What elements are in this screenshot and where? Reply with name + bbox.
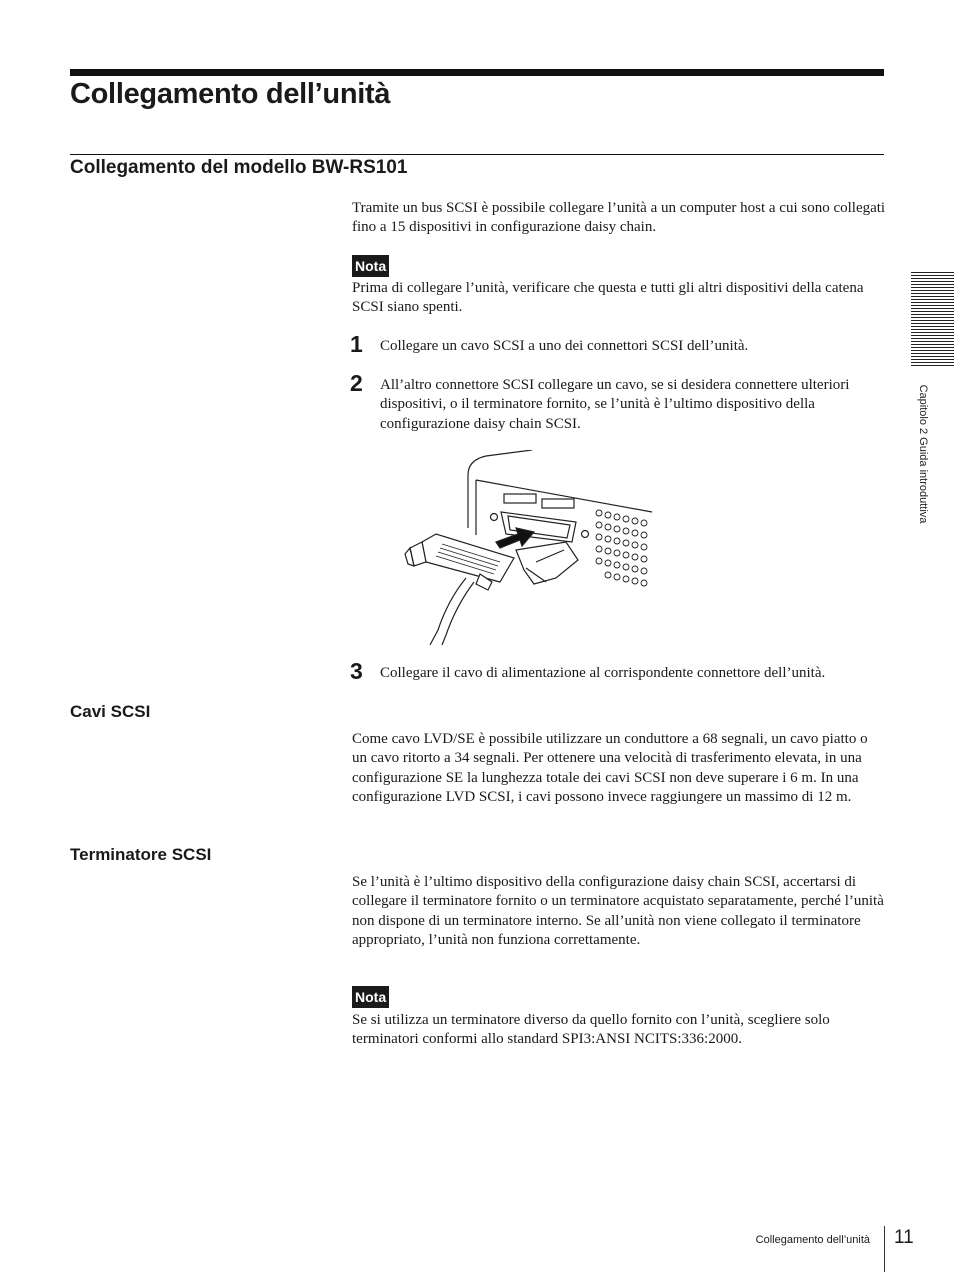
terminatore-paragraph: Se l’unità è l’ultimo dispositivo della configurazione daisy chain SCSI, accertarsi di collegare il terminatore fornito o un terminatore acquistato separatamente, perché l’unità non dispone di un terminatore interno. Se all’unità non viene collegato il terminatore appropriato, l’unità non funziona correttamente.: [352, 874, 884, 949]
page-number: 11: [894, 1227, 914, 1248]
step-text-2: All’altro connettore SCSI collegare un cavo, se si desidera connettere ulteriori dispositivi, o il terminatore fornito, se l’unità è l’ultimo dispositivo della configurazione daisy chain SCSI.: [380, 377, 850, 432]
port-2: [542, 499, 574, 508]
note-badge-2: Nota: [352, 986, 389, 1008]
note-badge-1: Nota: [352, 255, 389, 277]
step-number-1: 1: [350, 331, 363, 357]
note-text-2: Se si utilizza un terminatore diverso da quello fornito con l’unità, scegliere solo terminatori conformi allo standard SPI3:ANSI NCITS:336:2000.: [352, 1012, 830, 1048]
footer-rule: [884, 1226, 885, 1272]
port-1: [504, 494, 536, 503]
chapter-side-label: Capitolo 2 Guida introduttiva: [917, 384, 929, 524]
subsection-title-cavi: Cavi SCSI: [70, 702, 151, 721]
step-text-1: Collegare un cavo SCSI a uno dei connettori SCSI dell’unità.: [380, 338, 749, 354]
chapter-tab: [911, 272, 954, 368]
page-title: Collegamento dell’unità: [70, 78, 391, 110]
scsi-connection-illustration: [396, 450, 656, 645]
cable: [430, 578, 466, 645]
footer-running-title: Collegamento dell’unità: [755, 1234, 870, 1246]
cavi-paragraph: Come cavo LVD/SE è possibile utilizzare un conduttore a 68 segnali, un cavo piatto o un cavo ritorto a 34 segnali. Per ottenere una velocità di trasferimento elevata, in una configurazione SE la lunghezza totale dei cavi SCSI non deve superare i 6 m. In una configurazione LVD SCSI, i cavi possono invece raggiungere un massimo di 12 m.: [352, 731, 868, 806]
unit-panel-top: [476, 480, 652, 512]
step-number-2: 2: [350, 370, 363, 396]
intro-paragraph: Tramite un bus SCSI è possibile collegare l’unità a un computer host a cui sono collegati fino a 15 dispositivi in configurazione daisy chain.: [352, 200, 886, 236]
step-text-3: Collegare il cavo di alimentazione al corrispondente connettore dell’unità.: [380, 665, 826, 681]
vent-grid: [596, 510, 647, 586]
section-rule: [70, 154, 884, 155]
title-rule: [70, 69, 884, 76]
subsection-title-terminatore: Terminatore SCSI: [70, 845, 212, 864]
terminator: [516, 542, 578, 584]
step-number-3: 3: [350, 658, 363, 684]
note-text-1: Prima di collegare l’unità, verificare che questa e tutti gli altri dispositivi della catena SCSI siano spenti.: [352, 280, 864, 316]
section-title: Collegamento del modello BW-RS101: [70, 157, 408, 178]
